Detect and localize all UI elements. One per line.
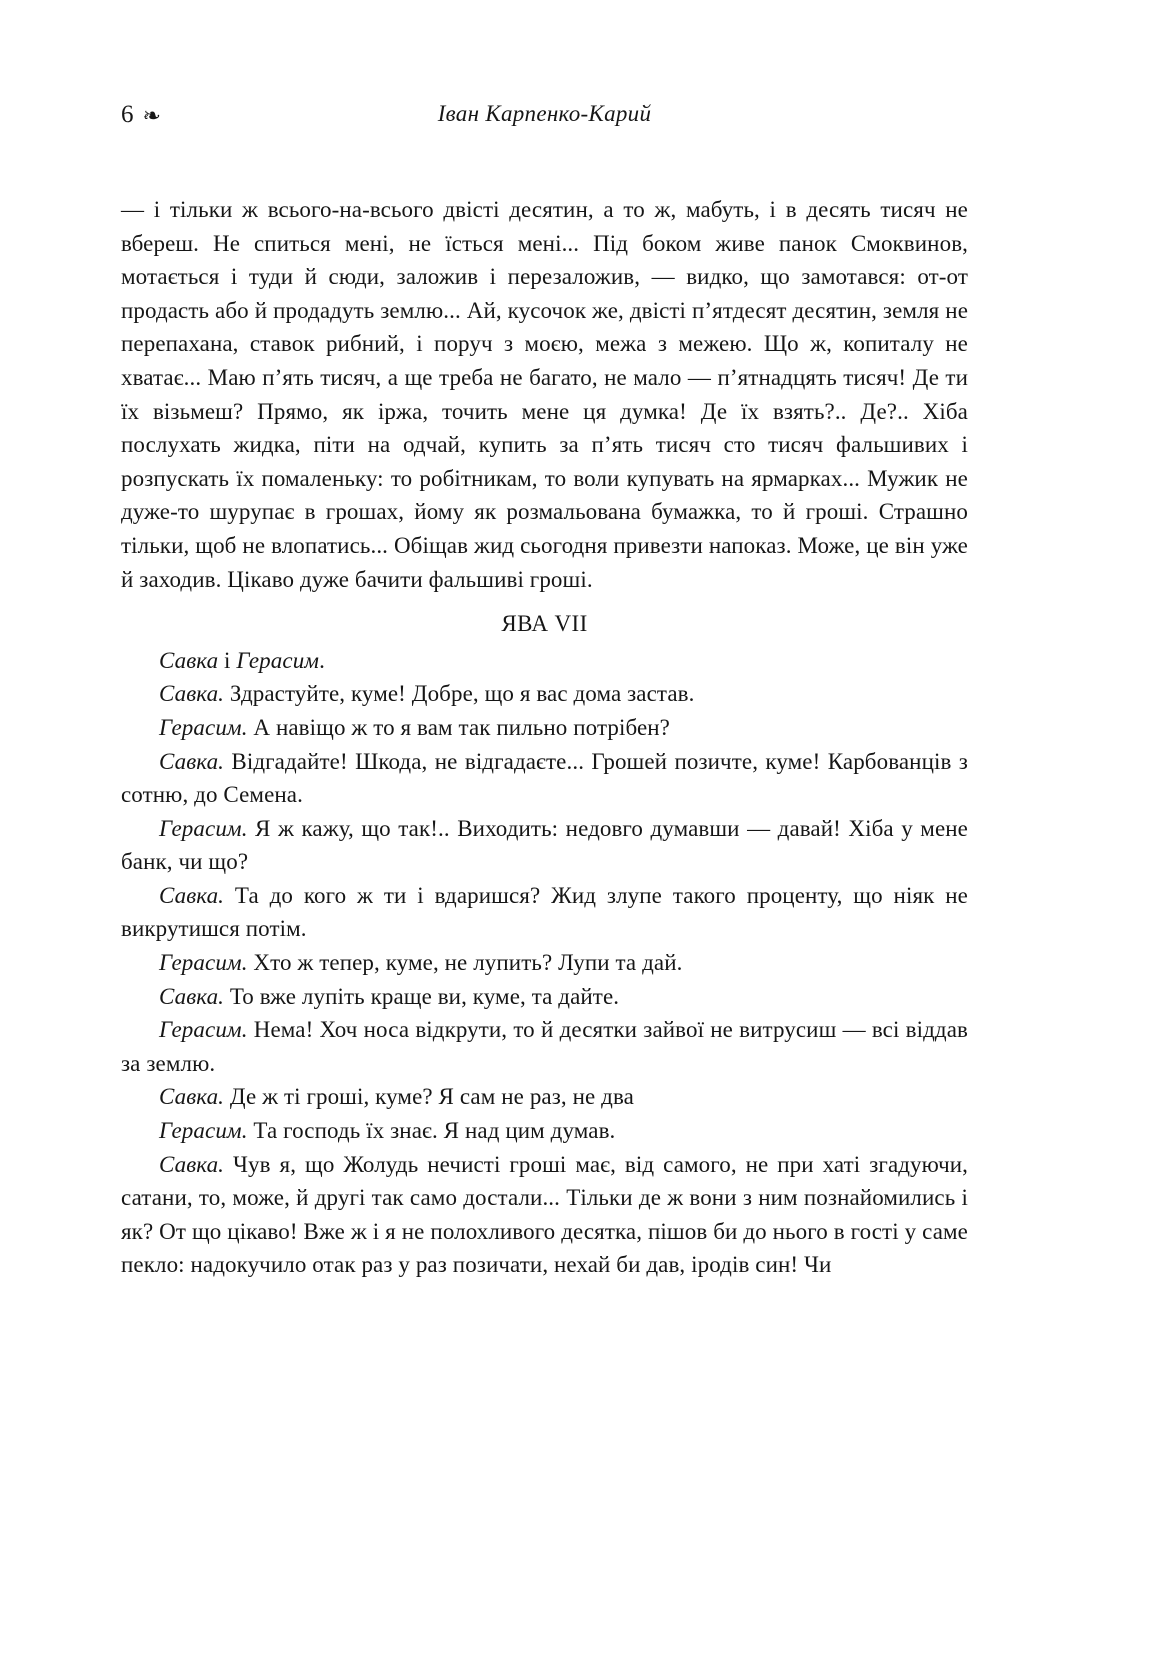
- speaker-name: Герасим.: [159, 815, 248, 841]
- dialogue-line: [121, 980, 968, 1014]
- dialogue-text: То вже лупіть краще ви, куме, та дайте.: [229, 983, 620, 1009]
- speaker-name: Савка.: [159, 748, 225, 774]
- dialogue-text: Я ж кажу, що так!.. Виходить: недовго думавши — давай! Хіба у мене банк, чи що?: [121, 815, 968, 875]
- dialogue-line: [121, 946, 968, 980]
- dialogue-text: Відгадайте! Шкода, не відгадаєте... Грошей позичте, куме! Карбованців з сотню, до Семена.: [121, 748, 968, 808]
- cast-line: [121, 644, 968, 678]
- dialogue-line: [121, 1013, 968, 1080]
- dialogue-line: [121, 879, 968, 946]
- dialogue-line: [121, 677, 968, 711]
- speaker-name: Герасим.: [159, 1017, 248, 1043]
- dialogue-text: А навіщо ж то я вам так пильно потрібен?: [253, 714, 670, 740]
- dialogue-line: [121, 1148, 968, 1282]
- dialogue-text: Нема! Хоч носа відкрути, то й десятки зайвої не витрусиш — всі віддав за землю.: [121, 1017, 968, 1076]
- monologue-paragraph: — і тільки ж всього-на-всього двісті десятин, а то ж, мабуть, і в десять тисяч не вбереш. Не спиться мені, не їсться мені... Під боком живе панок Смоквинов, мотається і туди й сюди, заложив і перезаложив, — видко, що замотався: от-от продасть або й продадуть землю... Ай, кусочок же, двісті п’ятдесят десятин, земля не перепахана, ставок рибний, і поруч з моєю, межа з межею. Що ж, копиталу не хватає... Маю п’ять тисяч, а ще треба не багато, не мало — п’ятнадцять тисяч! Де ти їх візьмеш? Прямо, як іржа, точить мене ця думка! Де їх взять?.. Де?.. Хіба послухать жидка, піти на одчай, купить за п’ять тисяч сто тисяч фальшивих і розпускать їх помаленьку: то робітникам, то воли купувать на ярмарках... Мужик не дуже-то шурупає в грошах, йому як розмальована бумажка, то й гроші. Страшно тільки, щоб не влопатись... Обіщав жид сьогодня привезти напоказ. Може, це він уже й заходив. Цікаво дуже бачити фальшиві гроші.: [121, 197, 968, 592]
- cast-name-2: Герасим: [236, 647, 320, 673]
- page-number-group: [121, 101, 161, 129]
- dialogue-line: [121, 711, 968, 745]
- dialogue-text: Здрастуйте, куме! Добре, що я вас дома застав.: [229, 681, 695, 707]
- speaker-name: Савка.: [159, 681, 225, 707]
- cast-period: .: [319, 647, 325, 673]
- scene-heading: ЯВА VII: [501, 611, 588, 637]
- speaker-name: Савка.: [159, 1084, 225, 1110]
- speaker-name: Герасим.: [159, 950, 248, 976]
- speaker-name: Герасим.: [159, 714, 248, 740]
- speaker-name: Герасим.: [159, 1118, 248, 1144]
- page-number: 6: [121, 101, 134, 128]
- page-header: [121, 101, 968, 137]
- dialogue-text: Хто ж тепер, куме, не лупить? Лупи та дай.: [253, 950, 683, 976]
- dialogue-text: Та господь їх знає. Я над цим думав.: [253, 1118, 616, 1144]
- dialogue-line: [121, 1114, 968, 1148]
- speaker-name: Савка.: [159, 1151, 225, 1177]
- running-header: Іван Карпенко-Карий: [437, 101, 652, 126]
- dialogue-line: [121, 812, 968, 879]
- dialogue-text: Та до кого ж ти і вдаришся? Жид злупе такого проценту, що ніяк не викрутишся потім.: [121, 882, 968, 942]
- dialogue-text: Чув я, що Жолудь нечисті гроші має, від самого, не при хаті згадуючи, сатани, то, може, й другі так само достали... Тільки де ж вони з ним познайомились і як? От що цікаво! Вже ж і я не полохливого десятка, пішов би до нього в гості у саме пекло: надокучило отак раз у раз позичати, нехай би дав, іродів син! Чи: [121, 1151, 968, 1278]
- speaker-name: Савка.: [159, 882, 225, 908]
- cast-conjunction: і: [218, 647, 237, 673]
- dialogue-line: [121, 745, 968, 812]
- speaker-name: Савка.: [159, 983, 225, 1009]
- page-body: [121, 193, 968, 1282]
- dialogue-text: Де ж ті гроші, куме? Я сам не раз, не два: [229, 1084, 634, 1110]
- fleuron-ornament: ❧: [142, 103, 161, 128]
- dialogue-line: [121, 1080, 968, 1114]
- cast-name-1: Савка: [159, 647, 219, 673]
